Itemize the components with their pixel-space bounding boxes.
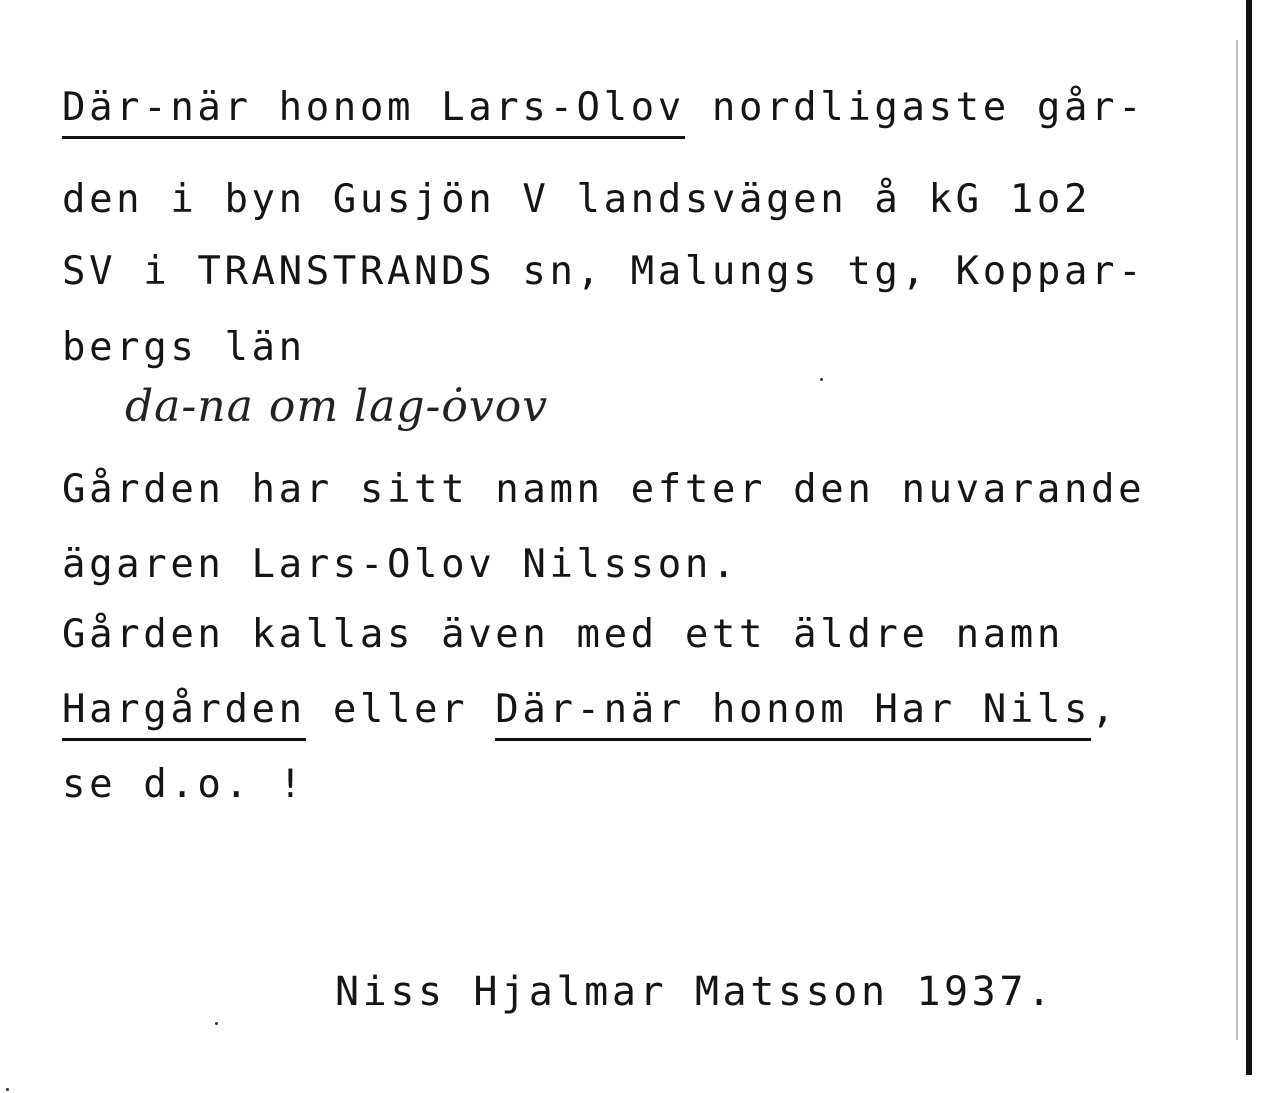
place-name: Där-när honom Lars-Olov [62, 85, 685, 139]
handwritten-pronunciation: da-na om lag-ȯvov [125, 381, 549, 432]
paper-speck [215, 1022, 218, 1025]
alternate-end: , [1091, 687, 1119, 732]
heading-line [62, 85, 1146, 130]
alternate-names-line [62, 687, 1119, 732]
signature: Niss Hjalmar Matsson 1937. [335, 969, 1055, 1015]
alternate-name-1: Hargården [62, 687, 306, 741]
paper-speck [6, 1088, 9, 1091]
description-line-2: SV i TRANSTRANDS sn, Malungs tg, Koppar- [62, 249, 1146, 294]
heading-rest: nordligaste går- [684, 85, 1146, 130]
body-line-2: ägaren Lars-Olov Nilsson. [62, 542, 739, 587]
body-line-1: Gården har sitt namn efter den nuvarande [62, 467, 1146, 512]
card-edge-shadow [1236, 40, 1238, 1040]
description-line-3: bergs län [62, 325, 306, 370]
body-line-3: Gården kallas även med ett äldre namn [62, 612, 1064, 657]
see-also-line: se d.o. ! [62, 762, 306, 807]
paper-speck [820, 378, 823, 381]
card-edge-line [1246, 0, 1252, 1075]
alternate-connector: eller [305, 687, 496, 732]
description-line-1: den i byn Gusjön V landsvägen å kG 1o2 [62, 177, 1092, 222]
alternate-name-2: Där-när honom Har Nils [495, 687, 1091, 741]
